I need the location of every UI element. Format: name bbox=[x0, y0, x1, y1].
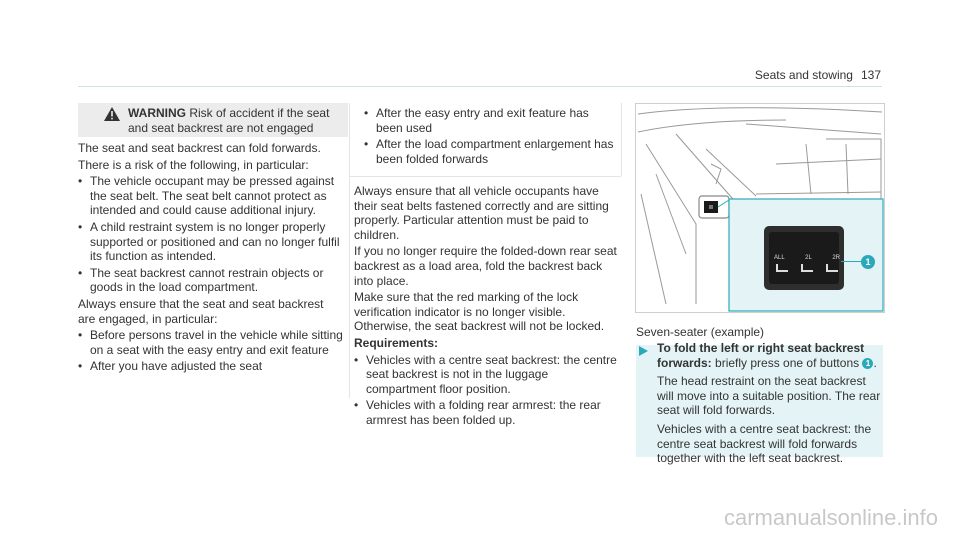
callout-badge: 1 bbox=[861, 255, 875, 269]
requirements-title: Requirements: bbox=[354, 335, 439, 350]
warning-text bbox=[128, 106, 344, 135]
column-1 bbox=[78, 141, 344, 376]
warning-message: Risk of accident if the seat and seat backrest are not engaged bbox=[128, 106, 330, 135]
col2-conditions-list bbox=[364, 106, 616, 166]
page-number: 137 bbox=[860, 68, 881, 82]
callout-line bbox=[841, 261, 861, 262]
list-item: • The vehicle occupant may be pressed against the seat belt. The seat belt cannot protect as intended and could cause additional injury. bbox=[78, 174, 344, 218]
warning-box-border bbox=[349, 103, 350, 398]
column-2 bbox=[354, 184, 620, 430]
button-reference-badge: 1 bbox=[862, 358, 873, 369]
list-item: • Vehicles with a folding rear armrest: the rear armrest has been folded up. bbox=[354, 398, 620, 427]
load-compartment-illustration bbox=[636, 104, 884, 312]
step-arrow-icon bbox=[639, 346, 648, 356]
instruction-title: To fold the left or right seat backrest forwards: bbox=[657, 341, 865, 370]
seat-icon bbox=[801, 264, 813, 272]
button-2l-label: 2L bbox=[805, 255, 812, 261]
instruction-text bbox=[657, 341, 883, 470]
list-item: • Before persons travel in the vehicle while sitting on a seat with the easy entry and exit feature bbox=[78, 328, 344, 357]
instruction-action: briefly press one of buttons bbox=[715, 355, 860, 370]
section-title: Seats and stowing bbox=[754, 68, 853, 82]
warning-triangle-icon bbox=[104, 107, 120, 121]
button-2r-label: 2R bbox=[832, 255, 840, 261]
list-item: • After you have adjusted the seat bbox=[78, 359, 344, 374]
warning-box-bottom bbox=[349, 176, 621, 177]
col2-paragraph-1: Always ensure that all vehicle occupants have their seat belts fastened correctly and are sitting properly. Particular attention must be paid to children. bbox=[354, 184, 609, 242]
seat-icons bbox=[776, 264, 838, 272]
running-header bbox=[755, 68, 881, 82]
button-labels bbox=[774, 255, 840, 261]
col2-paragraph-2: If you no longer require the folded-down rear seat backrest as a load area, fold the backrest back into place. bbox=[354, 244, 617, 288]
warning-label: WARNING bbox=[128, 106, 186, 120]
watermark: carmanualsonline.info bbox=[723, 505, 938, 530]
list-item: • After the easy entry and exit feature has been used bbox=[364, 106, 616, 135]
header-rule bbox=[78, 86, 882, 87]
instruction-result: The head restraint on the seat backrest will move into a suitable position. The rear seat will fold forwards. bbox=[657, 374, 881, 418]
col1-paragraph-1: The seat and seat backrest can fold forwards. bbox=[78, 141, 321, 155]
seat-icon bbox=[826, 264, 838, 272]
zoom-leader-line bbox=[718, 200, 729, 207]
seat-icon bbox=[776, 264, 788, 272]
instruction-note: Vehicles with a centre seat backrest: the centre seat backrest will fold forwards together with the left seat backrest. bbox=[657, 421, 872, 466]
col1-paragraph-3: Always ensure that the seat and seat backrest are engaged, in particular: bbox=[78, 296, 324, 326]
list-item: • The seat backrest cannot restrain objects or goods in the load compartment. bbox=[78, 266, 344, 295]
button-all-label: ALL bbox=[774, 255, 785, 261]
instruction-punct: . bbox=[873, 355, 877, 370]
column-2-top bbox=[364, 106, 616, 168]
list-item: • Vehicles with a centre seat backrest: the centre seat backrest is not in the luggage compartment floor position. bbox=[354, 353, 620, 397]
list-item: • After the load compartment enlargement has been folded forwards bbox=[364, 137, 616, 166]
warning-box-border-right bbox=[621, 103, 622, 176]
col2-paragraph-3: Make sure that the red marking of the lock verification indicator is no longer visible. Otherwise, the seat backrest will not be locked. bbox=[354, 290, 605, 334]
col1-risk-list bbox=[78, 174, 344, 295]
col1-conditions-list bbox=[78, 328, 344, 374]
requirements-list bbox=[354, 353, 620, 428]
list-item: • A child restraint system is no longer properly supported or positioned and can no longer fulfil its function as intended. bbox=[78, 220, 344, 264]
figure-caption: Seven-seater (example) bbox=[636, 325, 765, 339]
figure-load-compartment bbox=[635, 103, 885, 313]
col1-paragraph-2: There is a risk of the following, in particular: bbox=[78, 157, 309, 172]
button-indicator-icon bbox=[709, 205, 713, 209]
